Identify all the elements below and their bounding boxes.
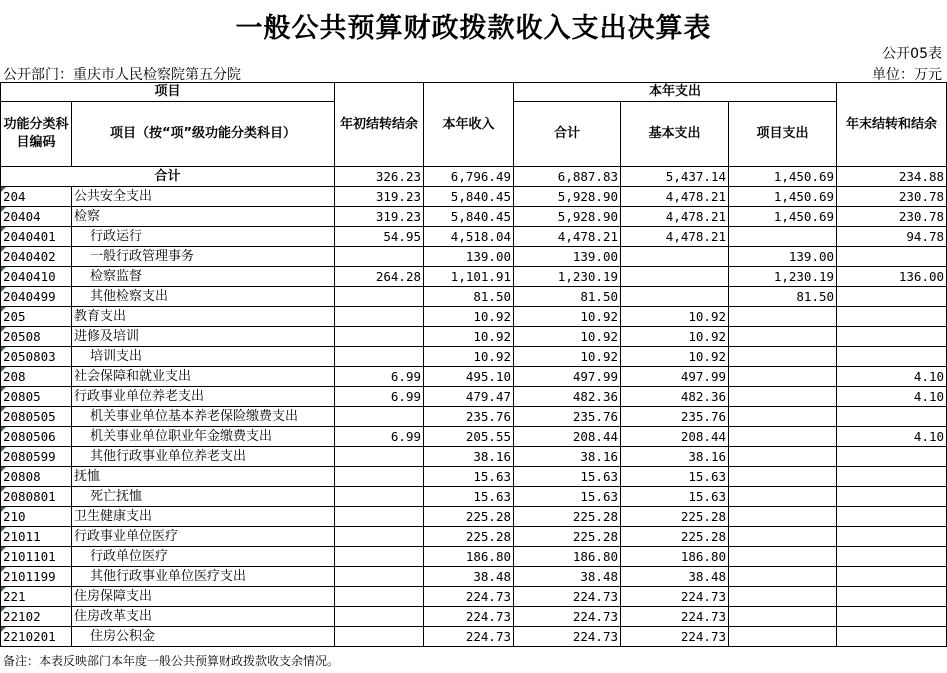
table-row xyxy=(1,587,947,607)
end-cell xyxy=(837,587,947,607)
expense-total-cell: 4,478.21 xyxy=(514,227,621,247)
table-row xyxy=(1,447,947,467)
end-cell: 4.10 xyxy=(837,387,947,407)
expense-total-cell: 10.92 xyxy=(514,347,621,367)
basic-cell: 15.63 xyxy=(621,467,729,487)
expense-total-cell: 497.99 xyxy=(514,367,621,387)
end-cell xyxy=(837,247,947,267)
begin-cell xyxy=(335,287,424,307)
name-cell: 死亡抚恤 xyxy=(72,487,335,507)
project-cell xyxy=(729,427,837,447)
begin-cell xyxy=(335,527,424,547)
begin-cell: 319.23 xyxy=(335,187,424,207)
income-cell: 10.92 xyxy=(424,347,514,367)
end-cell xyxy=(837,567,947,587)
income-cell: 81.50 xyxy=(424,287,514,307)
project-cell xyxy=(729,487,837,507)
name-cell: 行政事业单位养老支出 xyxy=(72,387,335,407)
basic-cell: 224.73 xyxy=(621,587,729,607)
table-body xyxy=(1,167,947,647)
table-row xyxy=(1,347,947,367)
expense-total-cell: 224.73 xyxy=(514,607,621,627)
begin-cell xyxy=(335,347,424,367)
table-row xyxy=(1,547,947,567)
table-row xyxy=(1,327,947,347)
code-cell: 2050803 xyxy=(1,347,72,367)
project-cell xyxy=(729,547,837,567)
end-cell xyxy=(837,467,947,487)
basic-cell xyxy=(621,287,729,307)
table-row xyxy=(1,227,947,247)
code-cell: 210 xyxy=(1,507,72,527)
code-cell: 2040401 xyxy=(1,227,72,247)
code-cell: 20508 xyxy=(1,327,72,347)
table-row xyxy=(1,207,947,227)
income-cell: 225.28 xyxy=(424,507,514,527)
expense-total-cell: 5,928.90 xyxy=(514,207,621,227)
expense-total-cell: 186.80 xyxy=(514,547,621,567)
income-cell: 495.10 xyxy=(424,367,514,387)
project-cell xyxy=(729,327,837,347)
table-row xyxy=(1,387,947,407)
basic-cell: 10.92 xyxy=(621,347,729,367)
basic-cell: 4,478.21 xyxy=(621,187,729,207)
name-cell: 其他行政事业单位医疗支出 xyxy=(72,567,335,587)
project-cell xyxy=(729,467,837,487)
table-row xyxy=(1,567,947,587)
table-row xyxy=(1,407,947,427)
name-cell: 住房公积金 xyxy=(72,627,335,647)
income-cell: 225.28 xyxy=(424,527,514,547)
name-cell: 住房改革支出 xyxy=(72,607,335,627)
name-cell: 住房保障支出 xyxy=(72,587,335,607)
basic-cell xyxy=(621,267,729,287)
name-cell: 培训支出 xyxy=(72,347,335,367)
begin-cell: 6.99 xyxy=(335,367,424,387)
header-begin-balance: 年初结转结余 xyxy=(335,83,424,167)
name-cell: 机关事业单位职业年金缴费支出 xyxy=(72,427,335,447)
table-row xyxy=(1,427,947,447)
name-cell: 检察 xyxy=(72,207,335,227)
code-cell: 2040499 xyxy=(1,287,72,307)
code-cell: 2040402 xyxy=(1,247,72,267)
total-begin: 326.23 xyxy=(335,167,424,187)
end-cell: 230.78 xyxy=(837,187,947,207)
expense-total-cell: 482.36 xyxy=(514,387,621,407)
income-cell: 5,840.45 xyxy=(424,187,514,207)
begin-cell xyxy=(335,587,424,607)
expense-total-cell: 38.48 xyxy=(514,567,621,587)
begin-cell xyxy=(335,327,424,347)
header-basic: 基本支出 xyxy=(621,102,729,167)
name-cell: 行政事业单位医疗 xyxy=(72,527,335,547)
end-cell xyxy=(837,547,947,567)
begin-cell: 54.95 xyxy=(335,227,424,247)
end-cell xyxy=(837,287,947,307)
table-row xyxy=(1,507,947,527)
expense-total-cell: 1,230.19 xyxy=(514,267,621,287)
basic-cell xyxy=(621,247,729,267)
table-row xyxy=(1,267,947,287)
header-expense-group: 本年支出 xyxy=(514,83,837,102)
expense-total-cell: 225.28 xyxy=(514,527,621,547)
basic-cell: 4,478.21 xyxy=(621,207,729,227)
income-cell: 224.73 xyxy=(424,607,514,627)
table-row xyxy=(1,287,947,307)
begin-cell xyxy=(335,467,424,487)
project-cell xyxy=(729,227,837,247)
basic-cell: 208.44 xyxy=(621,427,729,447)
begin-cell xyxy=(335,307,424,327)
income-cell: 5,840.45 xyxy=(424,207,514,227)
code-cell: 20808 xyxy=(1,467,72,487)
project-cell xyxy=(729,587,837,607)
project-cell: 1,450.69 xyxy=(729,187,837,207)
end-cell xyxy=(837,487,947,507)
basic-cell: 38.16 xyxy=(621,447,729,467)
code-cell: 2040410 xyxy=(1,267,72,287)
total-project: 1,450.69 xyxy=(729,167,837,187)
code-cell: 2080505 xyxy=(1,407,72,427)
end-cell xyxy=(837,407,947,427)
code-cell: 2210201 xyxy=(1,627,72,647)
code-cell: 2101101 xyxy=(1,547,72,567)
code-cell: 2080801 xyxy=(1,487,72,507)
basic-cell: 38.48 xyxy=(621,567,729,587)
code-cell: 21011 xyxy=(1,527,72,547)
project-cell xyxy=(729,527,837,547)
income-cell: 10.92 xyxy=(424,307,514,327)
end-cell: 4.10 xyxy=(837,367,947,387)
basic-cell: 10.92 xyxy=(621,327,729,347)
table-row xyxy=(1,487,947,507)
expense-total-cell: 10.92 xyxy=(514,327,621,347)
table-row xyxy=(1,247,947,267)
income-cell: 139.00 xyxy=(424,247,514,267)
income-cell: 186.80 xyxy=(424,547,514,567)
end-cell xyxy=(837,347,947,367)
begin-cell xyxy=(335,607,424,627)
basic-cell: 225.28 xyxy=(621,527,729,547)
code-cell: 2080599 xyxy=(1,447,72,467)
income-cell: 10.92 xyxy=(424,327,514,347)
expense-total-cell: 15.63 xyxy=(514,487,621,507)
end-cell: 230.78 xyxy=(837,207,947,227)
end-cell: 94.78 xyxy=(837,227,947,247)
project-cell: 81.50 xyxy=(729,287,837,307)
total-income: 6,796.49 xyxy=(424,167,514,187)
begin-cell xyxy=(335,247,424,267)
begin-cell xyxy=(335,547,424,567)
basic-cell: 482.36 xyxy=(621,387,729,407)
project-cell xyxy=(729,607,837,627)
code-cell: 2080506 xyxy=(1,427,72,447)
end-cell xyxy=(837,527,947,547)
expense-total-cell: 235.76 xyxy=(514,407,621,427)
name-cell: 行政单位医疗 xyxy=(72,547,335,567)
header-income: 本年收入 xyxy=(424,83,514,167)
expense-total-cell: 5,928.90 xyxy=(514,187,621,207)
code-cell: 208 xyxy=(1,367,72,387)
income-cell: 479.47 xyxy=(424,387,514,407)
expense-total-cell: 139.00 xyxy=(514,247,621,267)
basic-cell: 186.80 xyxy=(621,547,729,567)
project-cell xyxy=(729,387,837,407)
code-cell: 221 xyxy=(1,587,72,607)
income-cell: 38.16 xyxy=(424,447,514,467)
table-row xyxy=(1,607,947,627)
expense-total-cell: 15.63 xyxy=(514,467,621,487)
code-cell: 204 xyxy=(1,187,72,207)
page-title: 一般公共预算财政拨款收入支出决算表 xyxy=(235,13,712,44)
department-label: 公开部门：重庆市人民检察院第五分院 xyxy=(3,67,241,83)
expense-total-cell: 10.92 xyxy=(514,307,621,327)
basic-cell: 225.28 xyxy=(621,507,729,527)
begin-cell: 6.99 xyxy=(335,427,424,447)
project-cell xyxy=(729,507,837,527)
project-cell xyxy=(729,407,837,427)
begin-cell xyxy=(335,407,424,427)
project-cell: 139.00 xyxy=(729,247,837,267)
project-cell: 1,450.69 xyxy=(729,207,837,227)
basic-cell: 235.76 xyxy=(621,407,729,427)
end-cell xyxy=(837,507,947,527)
code-cell: 22102 xyxy=(1,607,72,627)
name-cell: 公共安全支出 xyxy=(72,187,335,207)
name-cell: 卫生健康支出 xyxy=(72,507,335,527)
code-cell: 20404 xyxy=(1,207,72,227)
project-cell xyxy=(729,347,837,367)
end-cell xyxy=(837,327,947,347)
table-row xyxy=(1,467,947,487)
header-end-balance: 年末结转和结余 xyxy=(837,83,947,167)
end-cell xyxy=(837,607,947,627)
total-row xyxy=(1,167,947,187)
name-cell: 教育支出 xyxy=(72,307,335,327)
begin-cell xyxy=(335,447,424,467)
income-cell: 4,518.04 xyxy=(424,227,514,247)
project-cell xyxy=(729,567,837,587)
basic-cell: 224.73 xyxy=(621,627,729,647)
expense-total-cell: 225.28 xyxy=(514,507,621,527)
name-cell: 行政运行 xyxy=(72,227,335,247)
begin-cell: 264.28 xyxy=(335,267,424,287)
unit-label: 单位：万元 xyxy=(872,67,942,83)
income-cell: 15.63 xyxy=(424,487,514,507)
name-cell: 检察监督 xyxy=(72,267,335,287)
begin-cell xyxy=(335,507,424,527)
basic-cell: 4,478.21 xyxy=(621,227,729,247)
table-row xyxy=(1,367,947,387)
table-row xyxy=(1,187,947,207)
end-cell: 4.10 xyxy=(837,427,947,447)
project-cell xyxy=(729,307,837,327)
expense-total-cell: 38.16 xyxy=(514,447,621,467)
expense-total-cell: 208.44 xyxy=(514,427,621,447)
income-cell: 38.48 xyxy=(424,567,514,587)
income-cell: 1,101.91 xyxy=(424,267,514,287)
header-code: 功能分类科目编码 xyxy=(1,102,72,167)
name-cell: 抚恤 xyxy=(72,467,335,487)
name-cell: 一般行政管理事务 xyxy=(72,247,335,267)
begin-cell: 6.99 xyxy=(335,387,424,407)
name-cell: 社会保障和就业支出 xyxy=(72,367,335,387)
end-cell xyxy=(837,627,947,647)
footnote: 备注：本表反映部门本年度一般公共预算财政拨款收支余情况。 xyxy=(3,654,340,668)
header-project: 项目支出 xyxy=(729,102,837,167)
end-cell xyxy=(837,307,947,327)
project-cell xyxy=(729,627,837,647)
header-name: 项目（按“项”级功能分类科目） xyxy=(72,102,335,167)
total-basic: 5,437.14 xyxy=(621,167,729,187)
code-cell: 205 xyxy=(1,307,72,327)
name-cell: 其他检察支出 xyxy=(72,287,335,307)
header-item: 项目 xyxy=(1,83,335,102)
project-cell xyxy=(729,367,837,387)
begin-cell xyxy=(335,627,424,647)
name-cell: 进修及培训 xyxy=(72,327,335,347)
income-cell: 235.76 xyxy=(424,407,514,427)
name-cell: 机关事业单位基本养老保险缴费支出 xyxy=(72,407,335,427)
end-cell: 136.00 xyxy=(837,267,947,287)
header-expense-total: 合计 xyxy=(514,102,621,167)
total-expense: 6,887.83 xyxy=(514,167,621,187)
end-cell xyxy=(837,447,947,467)
income-cell: 224.73 xyxy=(424,627,514,647)
expense-total-cell: 81.50 xyxy=(514,287,621,307)
final-accounts-table xyxy=(0,82,947,647)
code-cell: 20805 xyxy=(1,387,72,407)
table-row xyxy=(1,307,947,327)
income-cell: 205.55 xyxy=(424,427,514,447)
table-row xyxy=(1,527,947,547)
table-row xyxy=(1,627,947,647)
table-header xyxy=(1,83,947,167)
income-cell: 15.63 xyxy=(424,467,514,487)
project-cell xyxy=(729,447,837,467)
begin-cell xyxy=(335,567,424,587)
basic-cell: 15.63 xyxy=(621,487,729,507)
expense-total-cell: 224.73 xyxy=(514,627,621,647)
income-cell: 224.73 xyxy=(424,587,514,607)
basic-cell: 224.73 xyxy=(621,607,729,627)
begin-cell xyxy=(335,487,424,507)
code-cell: 2101199 xyxy=(1,567,72,587)
name-cell: 其他行政事业单位养老支出 xyxy=(72,447,335,467)
basic-cell: 10.92 xyxy=(621,307,729,327)
total-end: 234.88 xyxy=(837,167,947,187)
project-cell: 1,230.19 xyxy=(729,267,837,287)
expense-total-cell: 224.73 xyxy=(514,587,621,607)
form-code: 公开05表 xyxy=(882,46,942,62)
begin-cell: 319.23 xyxy=(335,207,424,227)
total-label: 合计 xyxy=(1,167,335,187)
basic-cell: 497.99 xyxy=(621,367,729,387)
